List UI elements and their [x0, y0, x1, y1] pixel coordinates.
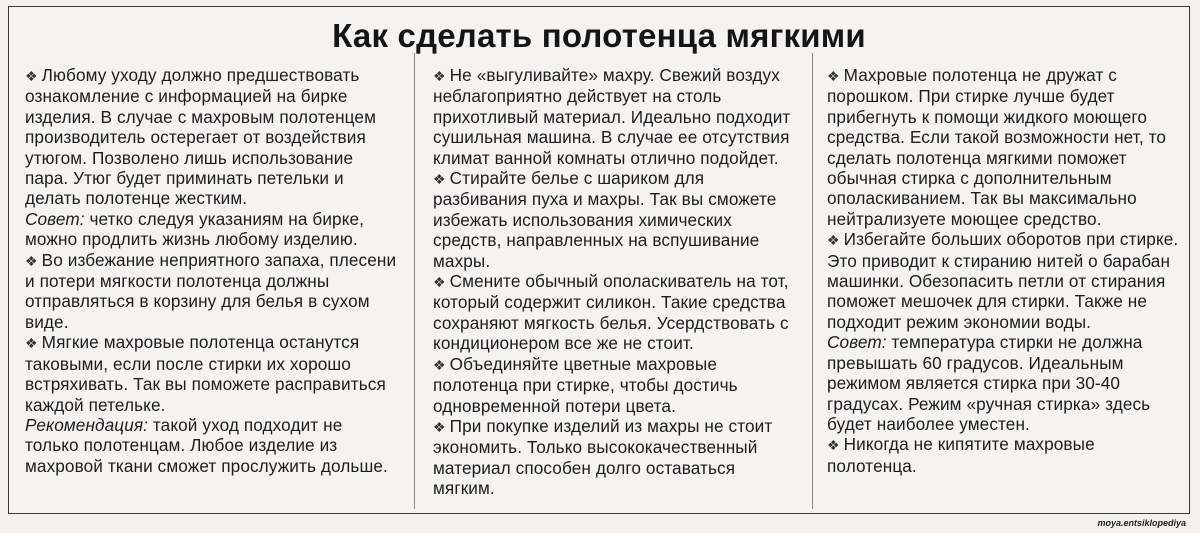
bullet-paragraph [25, 65, 397, 209]
bullet-paragraph [433, 271, 799, 354]
paragraph-text: При покупке изделий из махры не стоит экономить. Только высококачественный материал способен долго оставаться мягким. [433, 415, 773, 499]
bullet-paragraph [25, 250, 397, 333]
bullet-paragraph [433, 354, 799, 416]
column-2 [433, 65, 799, 511]
diamond-bullet-icon: ❖ [25, 68, 38, 84]
paragraph-text: Не «выгуливайте» махру. Свежий воздух неблагоприятно действует на столь прихотливый материал. Идеально подходит сушильная машина. В случае ее отсутствия климат ванной комнаты отлично подойдет. [433, 65, 791, 168]
paragraph-text: Во избежание неприятного запаха, плесени и потери мягкости полотенца должны отправляться в корзину для белья в сухом виде. [25, 249, 397, 332]
paragraph-text: температура стирки не должна превышать 60 градусов. Идеальным режимом является стирка при 30-40 градусах. Режим «ручная стирка» здесь будет наиболее уместен. [827, 332, 1151, 434]
bullet-paragraph [25, 332, 397, 415]
paragraph-text: Никогда не кипятите махровые полотенца. [827, 434, 1095, 476]
paragraph-text: Любому уходу должно предшествовать ознакомление с информацией на бирке изделия. В случае с махровым полотенцем производитель остерегает от воздействия утюгом. Позволено лишь использование пара. Утюг будет приминать петельки и делать полотенце жестким. [25, 65, 376, 209]
bullet-paragraph [827, 434, 1189, 476]
paragraph-text: Махровые полотенца не дружат с порошком. При стирке лучше будет прибегнуть к помощи жидкого моющего средства. Если такой возможности нет, то сделать полотенца мягкими поможет обычная стирка с дополнительным ополаскиванием. Так вы максимально нейтрализуете моющее средство. [827, 65, 1167, 229]
column-divider [414, 53, 415, 509]
paragraph-text: Объединяйте цветные махровые полотенца при стирке, чтобы достичь одновременной потери цвета. [433, 353, 738, 416]
paragraph-text: Мягкие махровые полотенца останутся таковыми, если после стирки их хорошо встряхивать. Так вы поможете расправиться каждой петельке. [25, 332, 386, 415]
bullet-paragraph [827, 65, 1189, 229]
paragraph-text: Стирайте белье с шариком для разбивания пуха и махры. Так вы сможете избежать использования химических средств, направленных на вспушивание махры. [433, 168, 777, 271]
bullet-paragraph [433, 416, 799, 499]
column-3 [827, 65, 1189, 511]
diamond-bullet-icon: ❖ [433, 356, 446, 373]
column-1 [25, 65, 397, 511]
watermark-signature: moya.entsiklopediya [1097, 518, 1186, 528]
note-paragraph [827, 332, 1189, 434]
note-label: Рекомендация: [25, 414, 149, 435]
diamond-bullet-icon: ❖ [433, 418, 446, 435]
paragraph-text: Смените обычный ополаскиватель на тот, который содержит силикон. Такие средства сохраняют мягкость белья. Усердствовать с кондиционером все же не стоит. [433, 271, 789, 354]
diamond-bullet-icon: ❖ [25, 252, 38, 269]
diamond-bullet-icon: ❖ [827, 232, 840, 249]
note-paragraph [25, 415, 397, 476]
note-paragraph [25, 209, 397, 250]
diamond-bullet-icon: ❖ [433, 274, 446, 291]
column-divider [812, 53, 813, 509]
diamond-bullet-icon: ❖ [827, 68, 840, 84]
note-label: Совет: [25, 208, 85, 229]
bullet-paragraph [433, 65, 799, 168]
bullet-paragraph [433, 168, 799, 271]
diamond-bullet-icon: ❖ [433, 68, 446, 84]
diamond-bullet-icon: ❖ [25, 335, 38, 352]
paragraph-text: Избегайте больших оборотов при стирке. Это приводит к стиранию нитей о барабан машинки. Обезопасить петли от стирания поможет мешочек для стирки. Также не подходит режим экономии воды. [827, 229, 1179, 332]
paragraph-text: четко следуя указаниям на бирке, можно продлить жизнь любому изделию. [25, 208, 365, 250]
article-title: Как сделать полотенца мягкими [332, 17, 866, 54]
diamond-bullet-icon: ❖ [827, 437, 840, 454]
paragraph-text: такой уход подходит не только полотенцам. Любое изделие из махровой ткани сможет прослужить дольше. [25, 414, 388, 476]
bullet-paragraph [827, 229, 1189, 332]
diamond-bullet-icon: ❖ [433, 171, 446, 188]
note-label: Совет: [827, 332, 887, 353]
article-frame [8, 6, 1190, 514]
